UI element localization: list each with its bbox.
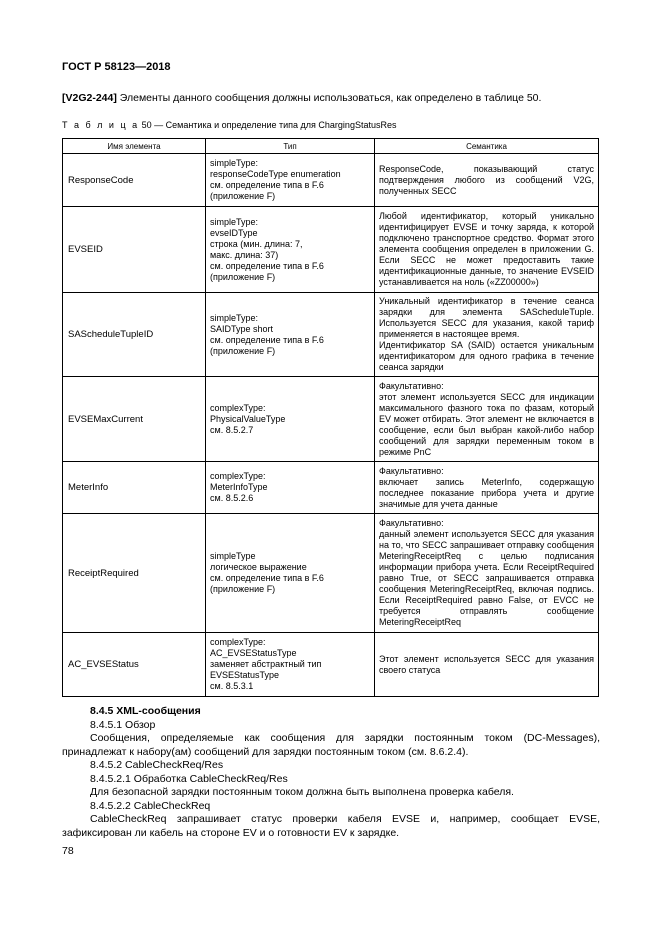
row-name: AC_EVSEStatus xyxy=(63,633,206,697)
row-type: simpleType: responseCodeType enumeration см. определение типа в F.6 (приложение F) xyxy=(206,154,375,207)
header-element-name: Имя элемента xyxy=(63,139,206,154)
row-semantics: Факультативно: данный элемент используется SECC для указания на то, что SECC запрашивает отправку сообщения MeteringReceiptReq с целью подписания информации прибора учета. Если ReceiptRequired равно True, от SECC запрашивается отправка сообщения MeteringReceiptReq, включая подпись. Если ReceiptRequired равно False, от EVCC не требуется отправлять сообщение MeteringReceiptReq xyxy=(375,514,599,633)
document-header: ГОСТ Р 58123—2018 xyxy=(62,61,171,73)
caption-text: 50 — Семантика и определение типа для ChargingStatusRes xyxy=(139,120,397,130)
table-row xyxy=(63,514,599,633)
table-header-row xyxy=(63,139,599,154)
table-row xyxy=(63,207,599,293)
subsection-heading: 8.4.5.2.2 CableCheckReq xyxy=(90,799,211,812)
caption-prefix: Т а б л и ц а xyxy=(62,120,140,130)
page-number: 78 xyxy=(62,845,74,857)
row-semantics: Этот элемент используется SECC для указания своего статуса xyxy=(375,633,599,697)
row-semantics: ResponseCode, показывающий статус подтверждения любого из сообщений V2G, полученных SECC xyxy=(375,154,599,207)
subsection-heading: 8.4.5.1 Обзор xyxy=(90,718,156,731)
intro-paragraph xyxy=(62,92,602,104)
row-type: complexType: PhysicalValueType см. 8.5.2.7 xyxy=(206,377,375,462)
row-name: EVSEID xyxy=(63,207,206,293)
body-text xyxy=(62,705,600,840)
table-row xyxy=(63,377,599,462)
row-name: EVSEMaxCurrent xyxy=(63,377,206,462)
header-semantics: Семантика xyxy=(375,139,599,154)
paragraph: Сообщения, определяемые как сообщения для зарядки постоянным током (DC-Messages), принадлежат к набору(ам) сообщений для зарядки постоянным током (см. 8.6.2.4). xyxy=(62,732,600,758)
table-caption xyxy=(62,120,396,130)
subsection-heading: 8.4.5.2 CableCheckReq/Res xyxy=(90,759,224,771)
paragraph: Для безопасной зарядки постоянным током должна быть выполнена проверка кабеля. xyxy=(90,786,514,798)
table-row xyxy=(63,293,599,377)
row-type: simpleType: SAIDType short см. определение типа в F.6 (приложение F) xyxy=(206,293,375,377)
row-semantics: Уникальный идентификатор в течение сеанса зарядки для элемента SAScheduleTuple. Используется SECC для указания, какой тариф применяется в настоящее время. Идентификатор SA (SAID) остается уникальным идентификатором для одного графика в течение сеанса зарядки xyxy=(375,293,599,377)
table-row xyxy=(63,462,599,514)
table-row xyxy=(63,633,599,697)
row-semantics: Факультативно: этот элемент используется SECC для индикации максимального фазного тока по фазам, который EV может отбирать. Этот элемент не включается в сообщение, если был выбран какой-либо набор сообщений для зарядки переменным током в режиме PnC xyxy=(375,377,599,462)
row-name: SAScheduleTupleID xyxy=(63,293,206,377)
paragraph: CableCheckReq запрашивает статус проверки кабеля EVSE и, например, сообщает EVSE, зафиксирован ли кабель на стороне EV и о готовности EV к зарядке. xyxy=(62,813,600,839)
row-name: ResponseCode xyxy=(63,154,206,207)
row-semantics: Любой идентификатор, который уникально идентифицирует EVSE и точку заряда, к которой подключено транспортное средство. Формат этого элемента сообщения определен в приложении G. Если SECC не может предоставить такие идентификационные данные, то значение EVSEID устанавливается на ноль («ZZ00000») xyxy=(375,207,599,293)
row-type: complexType: AC_EVSEStatusType заменяет абстрактный тип EVSEStatusType см. 8.5.3.1 xyxy=(206,633,375,697)
header-type: Тип xyxy=(206,139,375,154)
subsection-heading: 8.4.5.2.1 Обработка CableCheckReq/Res xyxy=(90,772,288,785)
intro-text: Элементы данного сообщения должны использоваться, как определено в таблице 50. xyxy=(116,92,542,104)
row-type: complexType: MeterInfoType см. 8.5.2.6 xyxy=(206,462,375,514)
row-name: MeterInfo xyxy=(63,462,206,514)
row-type: simpleType логическое выражение см. определение типа в F.6 (приложение F) xyxy=(206,514,375,633)
semantics-table xyxy=(62,138,599,697)
table-row xyxy=(63,154,599,207)
row-semantics: Факультативно: включает запись MeterInfo, содержащую последнее показание прибора учета и другие значимые для учета данные xyxy=(375,462,599,514)
row-type: simpleType: evseIDType строка (мин. длина: 7, макс. длина: 37) см. определение типа в F.6 (приложение F) xyxy=(206,207,375,293)
section-heading: 8.4.5 XML-сообщения xyxy=(90,705,201,717)
row-name: ReceiptRequired xyxy=(63,514,206,633)
requirement-ref: [V2G2-244] xyxy=(62,92,117,104)
